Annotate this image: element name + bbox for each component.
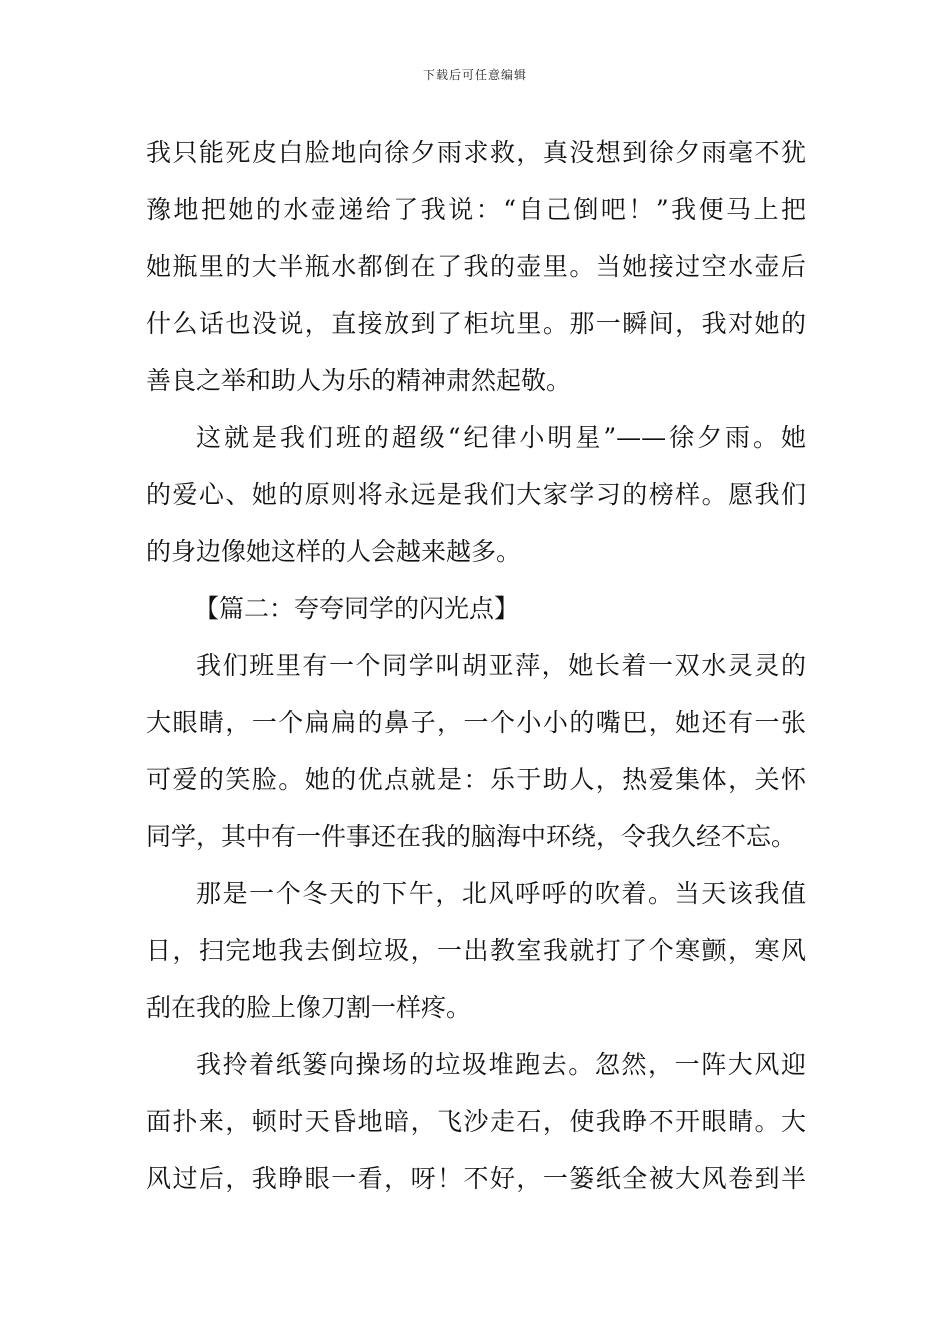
text-line: 豫地把她的水壶递给了我说：“自己倒吧！”我便马上把 <box>146 195 806 224</box>
text-line: 的爱心、她的原则将永远是我们大家学习的榜样。愿我们 <box>146 480 806 509</box>
text-line: 刮在我的脸上像刀割一样疼。 <box>146 993 472 1022</box>
text-line: 大眼睛，一个扁扁的鼻子，一个小小的嘴巴，她还有一张 <box>146 708 806 737</box>
text-line: 的身边像她这样的人会越来越多。 <box>146 537 522 566</box>
text-line: 我们班里有一个同学叫胡亚萍，她长着一双水灵灵的 <box>196 651 806 680</box>
section-heading: 【篇二：夸夸同学的闪光点】 <box>194 594 520 623</box>
text-line: 她瓶里的大半瓶水都倒在了我的壶里。当她接过空水壶后 <box>146 252 806 281</box>
text-line: 善良之举和助人为乐的精神肃然起敬。 <box>146 366 572 395</box>
text-line: 同学，其中有一件事还在我的脑海中环绕，令我久经不忘。 <box>146 822 797 851</box>
text-line: 面扑来，顿时天昏地暗，飞沙走石，使我睁不开眼睛。大 <box>146 1107 806 1136</box>
text-line: 什么话也没说，直接放到了柜坑里。那一瞬间，我对她的 <box>146 309 806 338</box>
text-line: 可爱的笑脸。她的优点就是：乐于助人，热爱集体，关怀 <box>146 765 806 794</box>
text-line: 风过后，我睁眼一看，呀！不好，一篓纸全被大风卷到半 <box>146 1164 806 1193</box>
text-line: 这就是我们班的超级“纪律小明星”——徐夕雨。她 <box>196 423 806 452</box>
text-line: 我拎着纸篓向操场的垃圾堆跑去。忽然，一阵大风迎 <box>196 1050 806 1079</box>
text-line: 日，扫完地我去倒垃圾，一出教室我就打了个寒颤，寒风 <box>146 936 806 965</box>
document-body <box>146 124 806 1207</box>
page-header: 下载后可任意编辑 <box>422 68 527 82</box>
text-line: 那是一个冬天的下午，北风呼呼的吹着。当天该我值 <box>196 879 806 908</box>
text-line: 我只能死皮白脸地向徐夕雨求救，真没想到徐夕雨毫不犹 <box>146 138 806 167</box>
